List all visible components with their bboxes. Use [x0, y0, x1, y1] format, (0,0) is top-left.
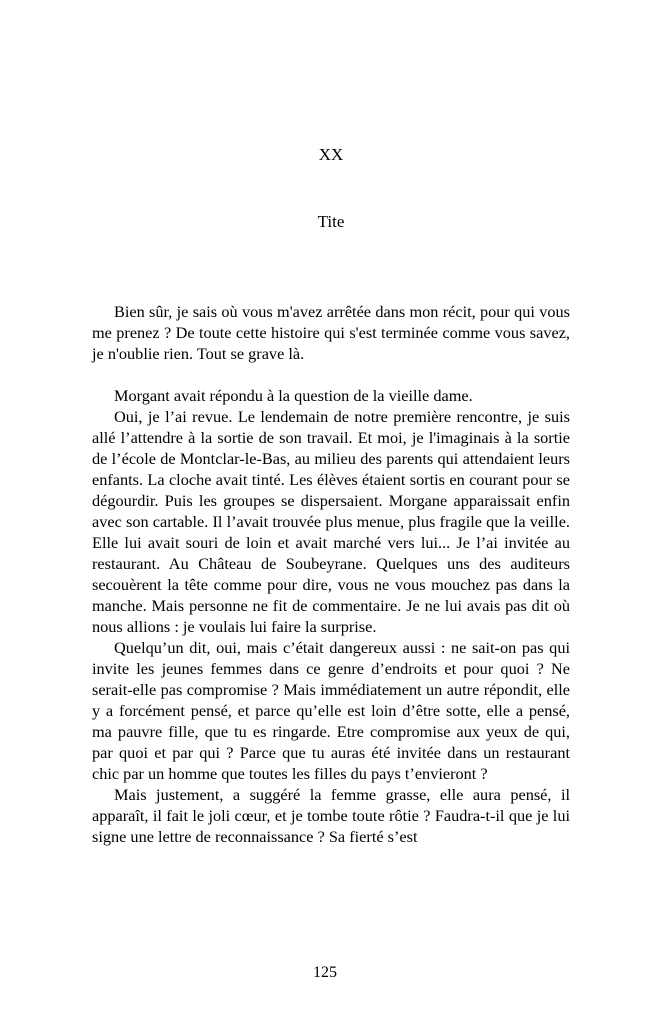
paragraph-4: Quelqu’un dit, oui, mais c’était dangereux aussi : ne sait-on pas qui invite les jeunes femmes dans ce genre d’endroits et pour quoi ? Ne serait-elle pas compromise ? Mais immédiatement un autre répondit, elle y a forcément pensé, et parce qu’elle est loin d’être sotte, elle a pensé, ma pauvre fille, que tu es ringarde. Etre compromise aux yeux de qui, par quoi et par qui ? Parce que tu auras été invitée dans un restaurant chic par un homme que toutes les filles du pays t’envieront ?: [92, 638, 570, 784]
paragraph-1: Bien sûr, je sais où vous m'avez arrêtée dans mon récit, pour qui vous me prenez ? De toute cette histoire qui s'est terminée comme vous savez, je n'oublie rien. Tout se grave là.: [92, 302, 570, 364]
chapter-title: Tite: [317, 211, 345, 231]
paragraph-5: Mais justement, a suggéré la femme grasse, elle aura pensé, il apparaît, il fait le joli cœur, et je tombe toute rôtie ? Faudra-t-il que je lui signe une lettre de reconnaissance ? Sa fierté s’est: [92, 785, 570, 847]
body-text: [92, 301, 570, 847]
page-number: 125: [313, 964, 337, 981]
chapter-number: XX: [318, 145, 344, 164]
paragraph-3: Oui, je l’ai revue. Le lendemain de notre première rencontre, je suis allé l’attendre à la sortie de son travail. Et moi, je l'imaginais à la sortie de l’école de Montclar-le-Bas, au milieu des parents qui attendaient leurs enfants. La cloche avait tinté. Les élèves étaient sortis en courant pour se dégourdir. Puis les groupes se dispersaient. Morgane apparaissait enfin avec son cartable. Il l’avait trouvée plus menue, plus fragile que la veille. Elle lui avait souri de loin et avait marché vers lui... Je l’ai invitée au restaurant. Au Château de Soubeyrane. Quelques uns des auditeurs secouèrent la tête comme pour dire, vous ne vous mouchez pas dans la manche. Mais personne ne fit de commentaire. Je ne lui avais pas dit où nous allions : je voulais lui faire la surprise.: [92, 407, 570, 637]
paragraph-2: Morgant avait répondu à la question de la vieille dame.: [114, 386, 473, 406]
